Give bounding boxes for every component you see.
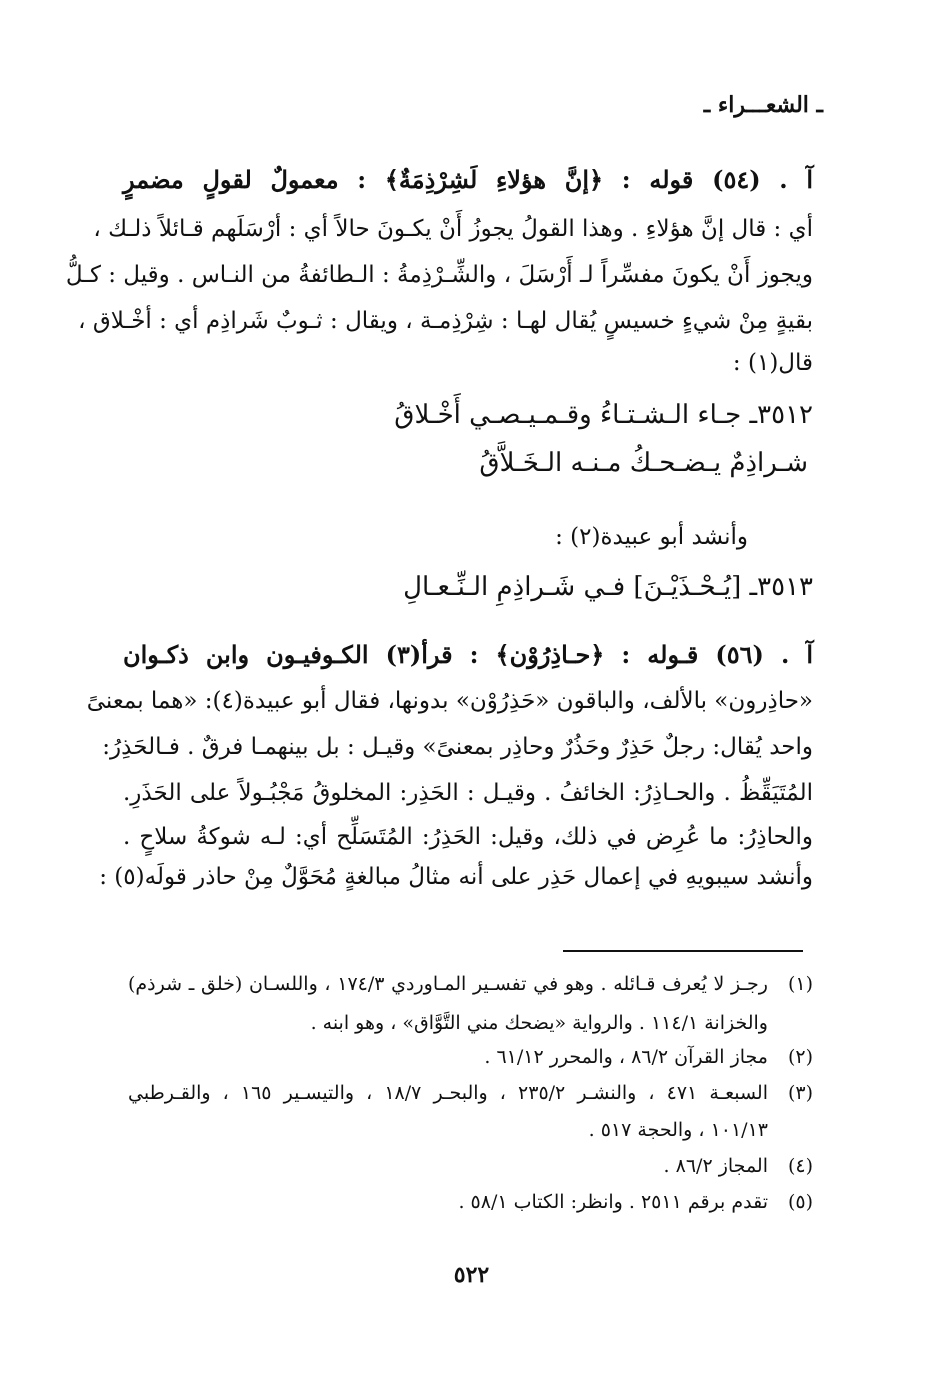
paragraph-line: ويجوز أَنْ يكونَ مفسِّراً لـ أَرْسَلَ ، والشِّـرْذِمةُ : الـطائفةُ من النـاس . وقيل : كـلُّ [65, 262, 813, 288]
verse-intro: وأنشد أبو عبيدة(٢) : [555, 524, 748, 550]
paragraph-line: آ . (٥٦) قـوله : ﴿حـاذِرُوْن﴾ : قرأ(٣) الكـوفيـون وابن ذكـوان [123, 640, 814, 669]
footnote-text: السبعـة ٤٧١ ، والنشـر ٢٣٥/٢ ، والبحـر ١٨/٧ ، والتيسـير ١٦٥ ، والقـرطبي [128, 1082, 768, 1104]
paragraph-line: أي : قال إنَّ هؤلاءِ . وهذا القولُ يجوزُ أَنْ يكـونَ حالاً أي : أرْسَلَهم قـائلاً ذلـك ، [93, 216, 813, 242]
footnote-divider [563, 950, 803, 952]
page-number: ٥٢٢ [453, 1262, 490, 1288]
paragraph-line: المُتَيَقِّظُ . والحـاذِرُ: الخائفُ . وقيـل : الحَذِر: المخلوقُ مَجْبُـولاً على الحَذَرِ. [123, 780, 813, 806]
verse-line: ٣٥١٢ـ جـاء الـشـتـاءُ وقـمـيـصـي أَخْـلاقُ [394, 400, 813, 430]
paragraph-line: واحد يُقال: رجلٌ حَذِرٌ وحَذُرٌ وحاذِر بمعنىً» وقيـل : بل بينهمـا فرقٌ . فـالحَذِرُ: [102, 734, 813, 760]
footnote-text: والخزانة ١١٤/١ . والرواية «يضحك مني التَّوَّاق» ، وهو ابنه . [310, 1012, 768, 1034]
paragraph-line: وأنشد سيبويهِ في إعمال حَذِر على أنه مثالُ مبالغةٍ مُحَوَّلٌ مِنْ حاذر قولَه(٥) : [99, 864, 813, 890]
footnote-text: تقدم برقم ٢٥١١ . وانظر: الكتاب ٥٨/١ . [458, 1191, 768, 1213]
footnote-number: (٤) [787, 1155, 813, 1177]
footnote-text: رجـز لا يُعرف قـائله . وهو في تفسـير المـاوردي ١٧٤/٣ ، واللسـان (خلق ـ شرذم) [128, 973, 768, 995]
footnote-number: (١) [787, 973, 813, 995]
footnote-text: المجاز ٨٦/٢ . [663, 1155, 768, 1177]
verse-line: شـراذِمٌ يـضـحـكُ مـنـه الـخَـلاَّقُ [479, 448, 808, 478]
paragraph-line: قال(١) : [732, 350, 813, 376]
footnote-number: (٣) [787, 1082, 813, 1104]
paragraph-line: «حاذِرون» بالألف، والباقون «حَذِرُوْن» بدونها، فقال أبو عبيدة(٤): «هما بمعنىً [86, 688, 813, 714]
paragraph-line: آ . (٥٤) قوله : ﴿إنَّ هؤلاءِ لَشِرْذِمَةٌ﴾ : معمولٌ لقولٍ مضمرٍ [123, 165, 813, 194]
verse-line: ٣٥١٣ـ [يُـحْـذَيْـنَ] فـي شَـراذِمِ الـنِّـعـالِ [403, 572, 813, 602]
footnote-number: (٢) [787, 1046, 813, 1068]
running-header: ـ الشعـــراء ـ [703, 92, 823, 118]
paragraph-line: والحاذِرُ: ما عُرِض في ذلك، وقيل: الحَذِرُ: المُتَسَلِّح أي: لـه شوكةُ سلاحٍ . [123, 824, 813, 850]
paragraph-line: بقيةٍ مِنْ شيءٍ خسيسٍ يُقال لهـا : شِرْذِمـة ، ويقال : ثـوبٌ شَراذِم أي : أخْـلاق ، [78, 308, 813, 334]
footnote-text: ١٠١/١٣ ، والحجة ٥١٧ . [588, 1119, 768, 1141]
footnote-number: (٥) [787, 1191, 813, 1213]
footnote-text: مجاز القرآن ٨٦/٢ ، والمحرر ٦١/١٢ . [484, 1046, 768, 1068]
